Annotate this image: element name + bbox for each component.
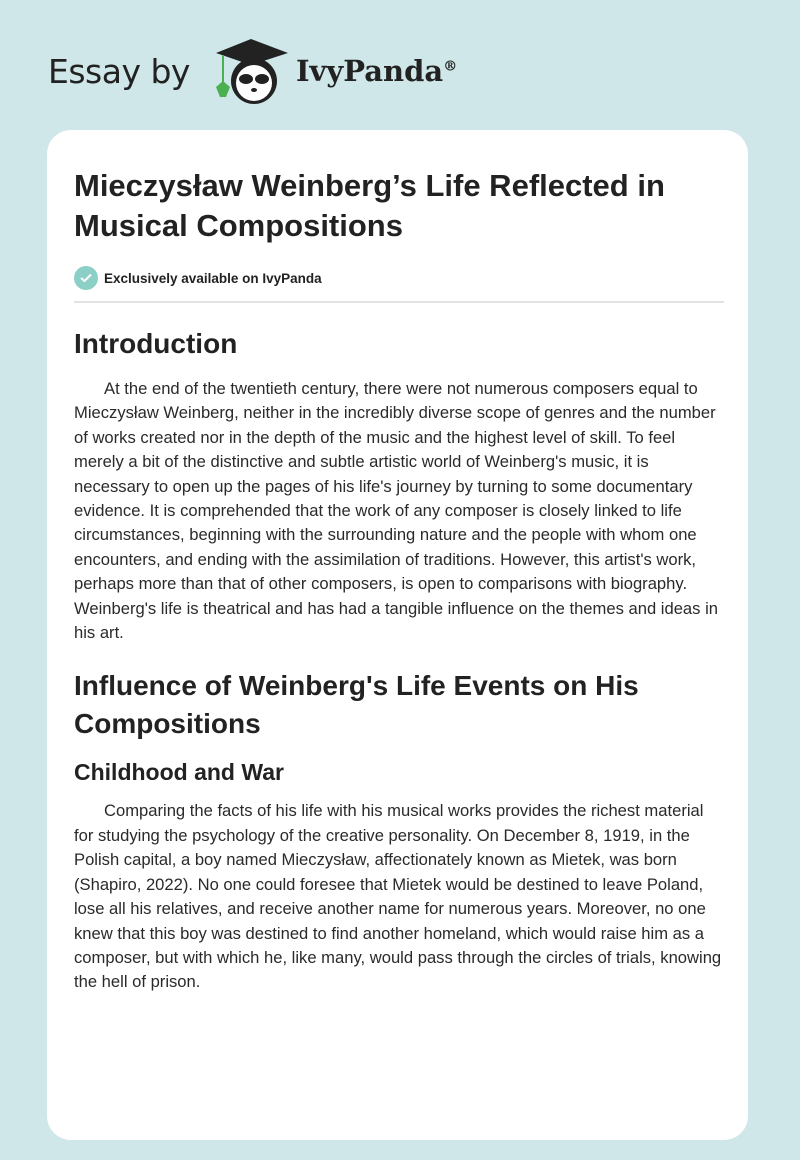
brand-name: IvyPanda®	[295, 54, 458, 88]
site-header	[48, 36, 457, 106]
section-heading: Introduction	[74, 328, 238, 359]
essay-by-label: Essay by	[48, 51, 190, 91]
section-heading: Influence of Weinberg's Life Events on His Compositions	[74, 670, 639, 740]
exclusive-badge	[74, 266, 724, 290]
section-paragraph: At the end of the twentieth century, there were not numerous composers equal to Mieczysław Weinberg, neither in the incredibly diverse scope of genres and the number of works created nor in the depth of the music and the highest level of skill. To feel merely a bit of the distinctive and subtle artistic world of Weinberg's music, it is necessary to open up the pages of his life's journey by turning to some documentary evidence. It is comprehended that the work of any composer is closely linked to life circumstances, beginning with the surrounding nature and the people with whom one encounters, and ending with the assimilation of traditions. However, this artist's work, perhaps more than that of other composers, is open to comparisons with biography. Weinberg's life is theatrical and has had a tangible influence on the themes and ideas in his art.	[74, 379, 718, 643]
subsection-heading: Childhood and War	[74, 759, 284, 786]
divider	[74, 301, 724, 303]
badge-text: Exclusively available on IvyPanda	[104, 270, 322, 286]
essay-title: Mieczysław Weinberg’s Life Reflected in Musical Compositions	[74, 168, 665, 243]
ivypanda-logo-icon[interactable]	[210, 35, 292, 107]
essay-card	[47, 130, 748, 1140]
section-paragraph: Comparing the facts of his life with his musical works provides the richest material for studying the psychology of the creative personality. On December 8, 1919, in the Polish capital, a boy named Mieczysław, affectionately known as Mietek, was born (Shapiro, 2022). No one could foresee that Mietek would be destined to leave Poland, lose all his relatives, and receive another name for numerous years. Moreover, no one knew that this boy was destined to find another homeland, which would raise him as a composer, but with which he, like many, would pass through the circles of trials, knowing the hell of prison.	[74, 801, 722, 992]
check-icon	[74, 266, 98, 290]
